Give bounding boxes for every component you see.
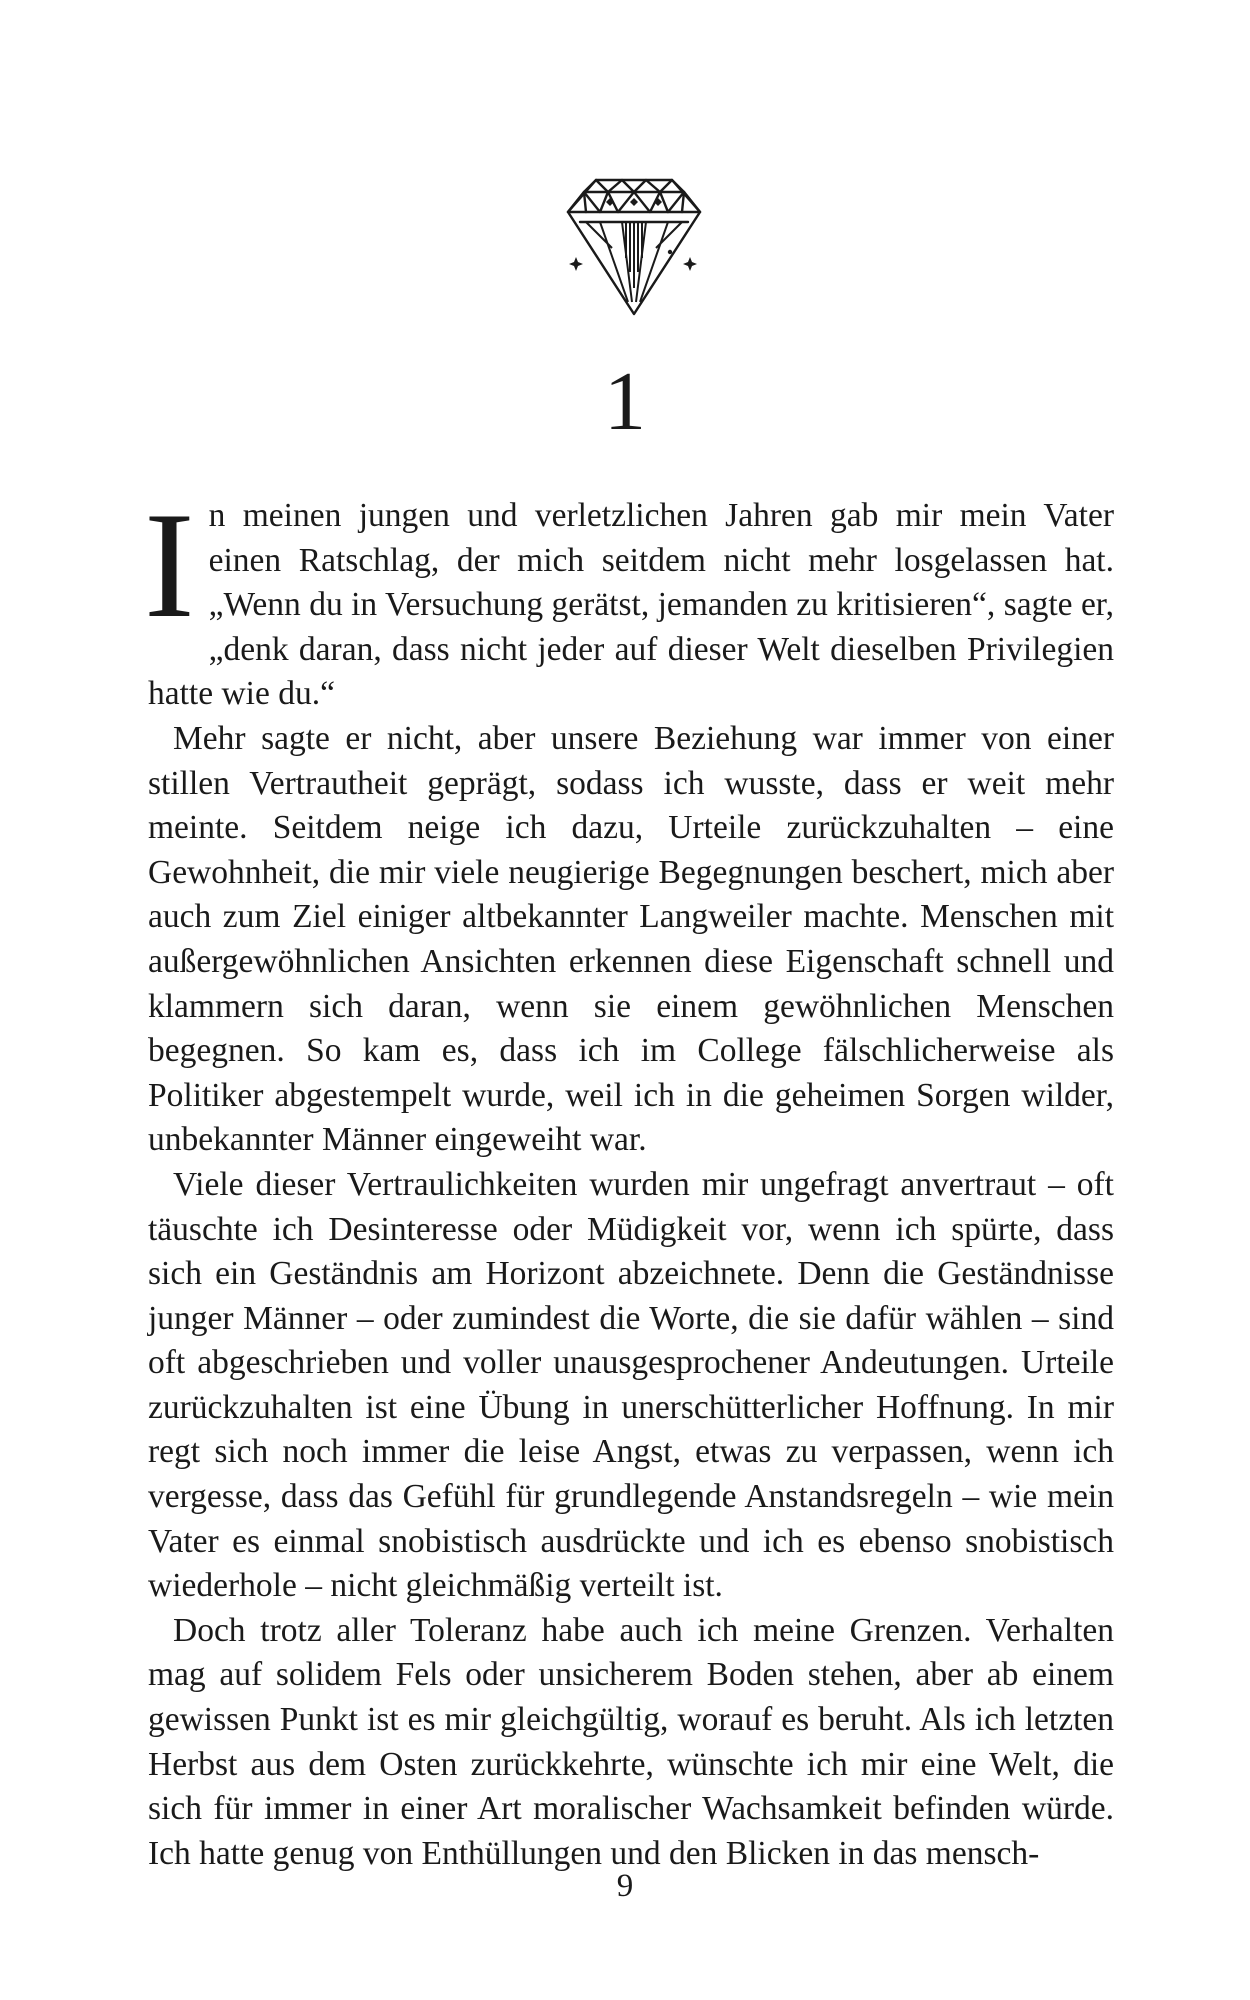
drop-cap: I xyxy=(144,481,195,649)
chapter-body xyxy=(144,481,1114,1876)
page-number: 9 xyxy=(616,1868,634,1904)
chapter-number: 1 xyxy=(604,355,646,448)
paragraph-1 xyxy=(144,481,1114,717)
diamond-icon xyxy=(566,178,702,316)
paragraph-2: Mehr sagte er nicht, aber unsere Beziehung war immer von einer stillen Vertrautheit geprägt, sodass ich wusste, dass er weit mehr meinte. Seitdem neige ich dazu, Urteile zurückzuhalten – eine Gewohnheit, die mir viele neugierige Begegnungen beschert, mich aber auch zum Ziel einiger altbekannter Langweiler machte. Menschen mit außergewöhnlichen Ansichten erkennen diese Eigenschaft schnell und klammern sich daran, wenn sie einem gewöhnlichen Menschen begegnen. So kam es, dass ich im College fälschlicherweise als Politiker abgestempelt wurde, weil ich in die geheimen Sorgen wilder, unbekannter Männer eingeweiht war. xyxy=(148,719,1114,1159)
paragraph-4: Doch trotz aller Toleranz habe auch ich meine Grenzen. Verhalten mag auf solidem Fels oder unsicherem Boden stehen, aber ab einem gewissen Punkt ist es mir gleichgültig, worauf es beruht. Als ich letzten Herbst aus dem Osten zurückkehrte, wünschte ich mir eine Welt, die sich für immer in einer Art moralischer Wachsamkeit befinden würde. Ich hatte genug von Enthüllungen und den Blicken in das mensch- xyxy=(148,1611,1114,1872)
paragraph-3: Viele dieser Vertraulichkeiten wurden mir ungefragt anvertraut – oft täuschte ich Desinteresse oder Müdigkeit vor, wenn ich spürte, dass sich ein Geständnis am Horizont abzeichnete. Denn die Geständnisse junger Männer – oder zumindest die Worte, die sie dafür wählen – sind oft abgeschrieben und voller unausgesprochener Andeutungen. Urteile zurückzuhalten ist eine Übung in unerschütterlicher Hoffnung. In mir regt sich noch immer die leise Angst, etwas zu verpassen, wenn ich vergesse, dass das Gefühl für grundlegende Anstandsregeln – wie mein Vater es einmal snobistisch ausdrückte und ich es ebenso snobistisch wiederhole – nicht gleichmäßig verteilt ist. xyxy=(148,1165,1114,1605)
paragraph-1-text: n meinen jungen und verletzlichen Jahren gab mir mein Vater einen Ratschlag, der mich seitdem nicht mehr losgelassen hat. „Wenn du in Versuchung gerätst, jemanden zu kritisieren“, sagte er, „denk daran, dass nicht jeder auf dieser Welt dieselben Privilegien hatte wie du.“ xyxy=(148,497,1114,713)
